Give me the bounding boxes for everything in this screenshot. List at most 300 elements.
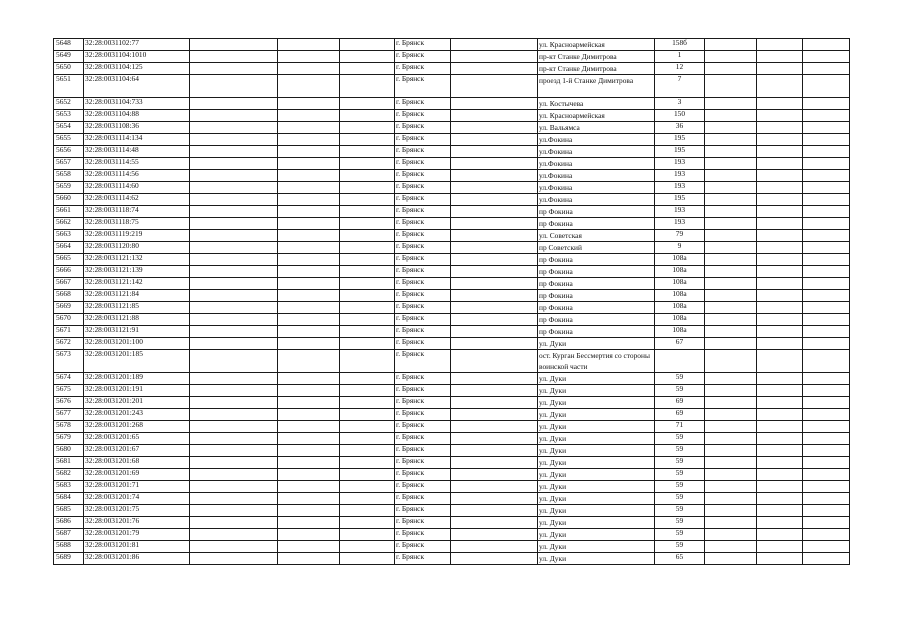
empty-cell-5 (705, 517, 757, 529)
street-cell: ул. Советская (538, 230, 655, 242)
empty-cell-3 (340, 254, 395, 266)
empty-cell-7 (803, 397, 850, 409)
cadastral-number-cell: 32:28:0031201:71 (84, 481, 190, 493)
empty-cell-1 (190, 469, 278, 481)
empty-cell-5 (705, 397, 757, 409)
house-number-cell: 59 (655, 541, 705, 553)
record-number-cell: 5661 (54, 206, 84, 218)
empty-cell-3 (340, 517, 395, 529)
table-row (54, 421, 850, 433)
empty-cell-5 (705, 146, 757, 158)
empty-cell-5 (705, 51, 757, 63)
empty-cell-6 (757, 433, 803, 445)
table-row (54, 146, 850, 158)
empty-cell-5 (705, 302, 757, 314)
record-number-cell: 5653 (54, 110, 84, 122)
empty-cell-3 (340, 170, 395, 182)
record-number-cell: 5685 (54, 505, 84, 517)
empty-cell-6 (757, 326, 803, 338)
empty-cell-7 (803, 469, 850, 481)
empty-cell-6 (757, 469, 803, 481)
record-number-cell: 5654 (54, 122, 84, 134)
empty-cell-3 (340, 218, 395, 230)
house-number-cell: 59 (655, 457, 705, 469)
table-row (54, 242, 850, 254)
record-number-cell: 5674 (54, 373, 84, 385)
empty-cell-7 (803, 553, 850, 565)
cadastral-number-cell: 32:28:0031201:268 (84, 421, 190, 433)
empty-cell-1 (190, 278, 278, 290)
empty-cell-3 (340, 302, 395, 314)
house-number-cell: 36 (655, 122, 705, 134)
record-number-cell: 5652 (54, 98, 84, 110)
house-number-cell: 108а (655, 326, 705, 338)
empty-cell-1 (190, 433, 278, 445)
empty-cell-6 (757, 254, 803, 266)
house-number-cell: 108а (655, 278, 705, 290)
record-number-cell: 5658 (54, 170, 84, 182)
record-number-cell: 5677 (54, 409, 84, 421)
street-cell: ул. Дуки (538, 385, 655, 397)
house-number-cell: 59 (655, 445, 705, 457)
empty-cell-1 (190, 529, 278, 541)
city-cell: г. Брянск (395, 517, 451, 529)
empty-cell-4 (451, 134, 538, 146)
empty-cell-5 (705, 182, 757, 194)
empty-cell-7 (803, 278, 850, 290)
empty-cell-7 (803, 373, 850, 385)
cadastral-number-cell: 32:28:0031201:185 (84, 350, 190, 373)
street-cell: ул. Дуки (538, 481, 655, 493)
city-cell: г. Брянск (395, 134, 451, 146)
empty-cell-3 (340, 445, 395, 457)
record-number-cell: 5672 (54, 338, 84, 350)
empty-cell-2 (278, 75, 340, 98)
empty-cell-2 (278, 290, 340, 302)
city-cell: г. Брянск (395, 541, 451, 553)
city-cell: г. Брянск (395, 158, 451, 170)
empty-cell-7 (803, 314, 850, 326)
empty-cell-7 (803, 254, 850, 266)
empty-cell-2 (278, 385, 340, 397)
city-cell: г. Брянск (395, 385, 451, 397)
street-cell: ул. Красноармейская (538, 110, 655, 122)
street-cell: ул. Дуки (538, 493, 655, 505)
city-cell: г. Брянск (395, 326, 451, 338)
city-cell: г. Брянск (395, 122, 451, 134)
empty-cell-5 (705, 39, 757, 51)
house-number-cell: 12 (655, 63, 705, 75)
house-number-cell: 69 (655, 397, 705, 409)
empty-cell-7 (803, 481, 850, 493)
table-row (54, 290, 850, 302)
empty-cell-1 (190, 122, 278, 134)
table-row (54, 110, 850, 122)
record-number-cell: 5683 (54, 481, 84, 493)
table-row (54, 134, 850, 146)
city-cell: г. Брянск (395, 397, 451, 409)
empty-cell-6 (757, 122, 803, 134)
city-cell: г. Брянск (395, 170, 451, 182)
empty-cell-6 (757, 421, 803, 433)
house-number-cell: 1 (655, 51, 705, 63)
empty-cell-2 (278, 170, 340, 182)
empty-cell-5 (705, 457, 757, 469)
table-row (54, 314, 850, 326)
empty-cell-7 (803, 110, 850, 122)
street-cell: проезд 1-й Станке Димитрова (538, 75, 655, 98)
street-cell: пр Фокина (538, 266, 655, 278)
registry-rows (54, 39, 850, 565)
cadastral-number-cell: 32:28:0031114:48 (84, 146, 190, 158)
empty-cell-4 (451, 373, 538, 385)
table-row (54, 493, 850, 505)
street-cell: ул. Дуки (538, 433, 655, 445)
cadastral-number-cell: 32:28:0031114:134 (84, 134, 190, 146)
street-cell: пр Фокина (538, 278, 655, 290)
cadastral-number-cell: 32:28:0031201:79 (84, 529, 190, 541)
street-cell: ул.Фокина (538, 194, 655, 206)
record-number-cell: 5660 (54, 194, 84, 206)
empty-cell-2 (278, 39, 340, 51)
cadastral-number-cell: 32:28:0031121:88 (84, 314, 190, 326)
empty-cell-3 (340, 194, 395, 206)
cadastral-number-cell: 32:28:0031201:100 (84, 338, 190, 350)
empty-cell-7 (803, 445, 850, 457)
empty-cell-6 (757, 146, 803, 158)
street-cell: ул.Фокина (538, 182, 655, 194)
empty-cell-5 (705, 98, 757, 110)
record-number-cell: 5678 (54, 421, 84, 433)
empty-cell-1 (190, 146, 278, 158)
empty-cell-2 (278, 350, 340, 373)
cadastral-number-cell: 32:28:0031201:74 (84, 493, 190, 505)
street-cell: ул. Дуки (538, 505, 655, 517)
house-number-cell: 193 (655, 182, 705, 194)
empty-cell-2 (278, 433, 340, 445)
empty-cell-2 (278, 63, 340, 75)
empty-cell-5 (705, 326, 757, 338)
empty-cell-6 (757, 541, 803, 553)
house-number-cell: 59 (655, 493, 705, 505)
empty-cell-5 (705, 493, 757, 505)
empty-cell-3 (340, 350, 395, 373)
city-cell: г. Брянск (395, 421, 451, 433)
table-row (54, 338, 850, 350)
table-row (54, 63, 850, 75)
empty-cell-4 (451, 553, 538, 565)
empty-cell-5 (705, 134, 757, 146)
empty-cell-5 (705, 206, 757, 218)
empty-cell-3 (340, 326, 395, 338)
empty-cell-7 (803, 433, 850, 445)
empty-cell-7 (803, 302, 850, 314)
empty-cell-5 (705, 278, 757, 290)
empty-cell-6 (757, 182, 803, 194)
empty-cell-2 (278, 505, 340, 517)
empty-cell-2 (278, 146, 340, 158)
record-number-cell: 5681 (54, 457, 84, 469)
empty-cell-6 (757, 290, 803, 302)
empty-cell-5 (705, 266, 757, 278)
empty-cell-1 (190, 158, 278, 170)
empty-cell-5 (705, 290, 757, 302)
city-cell: г. Брянск (395, 230, 451, 242)
empty-cell-4 (451, 326, 538, 338)
empty-cell-7 (803, 230, 850, 242)
empty-cell-4 (451, 194, 538, 206)
empty-cell-7 (803, 218, 850, 230)
record-number-cell: 5655 (54, 134, 84, 146)
empty-cell-3 (340, 409, 395, 421)
empty-cell-2 (278, 110, 340, 122)
city-cell: г. Брянск (395, 529, 451, 541)
empty-cell-2 (278, 481, 340, 493)
table-row (54, 409, 850, 421)
empty-cell-7 (803, 194, 850, 206)
city-cell: г. Брянск (395, 194, 451, 206)
empty-cell-1 (190, 170, 278, 182)
record-number-cell: 5659 (54, 182, 84, 194)
empty-cell-7 (803, 206, 850, 218)
empty-cell-1 (190, 409, 278, 421)
house-number-cell: 59 (655, 433, 705, 445)
table-row (54, 122, 850, 134)
record-number-cell: 5656 (54, 146, 84, 158)
empty-cell-6 (757, 529, 803, 541)
empty-cell-3 (340, 98, 395, 110)
house-number-cell: 59 (655, 373, 705, 385)
record-number-cell: 5676 (54, 397, 84, 409)
empty-cell-5 (705, 122, 757, 134)
empty-cell-3 (340, 469, 395, 481)
empty-cell-5 (705, 385, 757, 397)
house-number-cell: 108а (655, 302, 705, 314)
table-row (54, 517, 850, 529)
empty-cell-6 (757, 218, 803, 230)
empty-cell-4 (451, 338, 538, 350)
table-row (54, 158, 850, 170)
record-number-cell: 5657 (54, 158, 84, 170)
street-cell: пр Советский (538, 242, 655, 254)
empty-cell-4 (451, 457, 538, 469)
empty-cell-5 (705, 230, 757, 242)
empty-cell-4 (451, 314, 538, 326)
record-number-cell: 5649 (54, 51, 84, 63)
street-cell: пр Фокина (538, 290, 655, 302)
empty-cell-1 (190, 338, 278, 350)
record-number-cell: 5682 (54, 469, 84, 481)
empty-cell-1 (190, 110, 278, 122)
record-number-cell: 5666 (54, 266, 84, 278)
empty-cell-1 (190, 493, 278, 505)
empty-cell-7 (803, 385, 850, 397)
city-cell: г. Брянск (395, 493, 451, 505)
table-row (54, 385, 850, 397)
empty-cell-5 (705, 373, 757, 385)
empty-cell-3 (340, 373, 395, 385)
empty-cell-4 (451, 242, 538, 254)
house-number-cell: 108а (655, 290, 705, 302)
cadastral-number-cell: 32:28:0031114:62 (84, 194, 190, 206)
empty-cell-7 (803, 158, 850, 170)
empty-cell-5 (705, 541, 757, 553)
city-cell: г. Брянск (395, 314, 451, 326)
empty-cell-2 (278, 314, 340, 326)
empty-cell-1 (190, 350, 278, 373)
empty-cell-7 (803, 134, 850, 146)
house-number-cell: 3 (655, 98, 705, 110)
empty-cell-2 (278, 529, 340, 541)
table-row (54, 326, 850, 338)
empty-cell-6 (757, 230, 803, 242)
house-number-cell: 108а (655, 254, 705, 266)
empty-cell-7 (803, 290, 850, 302)
cadastral-number-cell: 32:28:0031119:219 (84, 230, 190, 242)
empty-cell-1 (190, 39, 278, 51)
empty-cell-5 (705, 218, 757, 230)
city-cell: г. Брянск (395, 338, 451, 350)
record-number-cell: 5673 (54, 350, 84, 373)
empty-cell-3 (340, 158, 395, 170)
table-row (54, 75, 850, 98)
empty-cell-6 (757, 517, 803, 529)
empty-cell-5 (705, 110, 757, 122)
empty-cell-6 (757, 338, 803, 350)
city-cell: г. Брянск (395, 110, 451, 122)
house-number-cell: 59 (655, 517, 705, 529)
empty-cell-2 (278, 445, 340, 457)
table-row (54, 373, 850, 385)
record-number-cell: 5669 (54, 302, 84, 314)
cadastral-number-cell: 32:28:0031201:68 (84, 457, 190, 469)
house-number-cell: 195 (655, 194, 705, 206)
table-row (54, 254, 850, 266)
street-cell: пр Фокина (538, 302, 655, 314)
table-row (54, 541, 850, 553)
empty-cell-7 (803, 63, 850, 75)
empty-cell-3 (340, 290, 395, 302)
street-cell: ул.Фокина (538, 170, 655, 182)
record-number-cell: 5650 (54, 63, 84, 75)
empty-cell-7 (803, 409, 850, 421)
street-cell: ул.Фокина (538, 134, 655, 146)
empty-cell-5 (705, 170, 757, 182)
empty-cell-4 (451, 98, 538, 110)
cadastral-number-cell: 32:28:0031108:36 (84, 122, 190, 134)
city-cell: г. Брянск (395, 445, 451, 457)
empty-cell-6 (757, 493, 803, 505)
street-cell: ул. Дуки (538, 338, 655, 350)
empty-cell-3 (340, 385, 395, 397)
house-number-cell: 59 (655, 385, 705, 397)
empty-cell-6 (757, 397, 803, 409)
empty-cell-1 (190, 182, 278, 194)
house-number-cell: 193 (655, 170, 705, 182)
house-number-cell: 65 (655, 553, 705, 565)
city-cell: г. Брянск (395, 218, 451, 230)
street-cell: ул. Дуки (538, 541, 655, 553)
empty-cell-4 (451, 433, 538, 445)
empty-cell-5 (705, 338, 757, 350)
empty-cell-5 (705, 481, 757, 493)
empty-cell-5 (705, 433, 757, 445)
empty-cell-7 (803, 122, 850, 134)
empty-cell-6 (757, 63, 803, 75)
empty-cell-3 (340, 481, 395, 493)
empty-cell-5 (705, 254, 757, 266)
empty-cell-1 (190, 314, 278, 326)
cadastral-number-cell: 32:28:0031104:125 (84, 63, 190, 75)
city-cell: г. Брянск (395, 409, 451, 421)
cadastral-number-cell: 32:28:0031201:67 (84, 445, 190, 457)
record-number-cell: 5684 (54, 493, 84, 505)
cadastral-number-cell: 32:28:0031104:1010 (84, 51, 190, 63)
record-number-cell: 5663 (54, 230, 84, 242)
empty-cell-7 (803, 338, 850, 350)
empty-cell-5 (705, 75, 757, 98)
empty-cell-4 (451, 39, 538, 51)
empty-cell-3 (340, 553, 395, 565)
empty-cell-2 (278, 98, 340, 110)
record-number-cell: 5651 (54, 75, 84, 98)
street-cell: ул. Дуки (538, 457, 655, 469)
empty-cell-3 (340, 505, 395, 517)
city-cell: г. Брянск (395, 553, 451, 565)
cadastral-number-cell: 32:28:0031201:189 (84, 373, 190, 385)
house-number-cell: 108а (655, 314, 705, 326)
table-row (54, 397, 850, 409)
house-number-cell: 67 (655, 338, 705, 350)
house-number-cell: 59 (655, 529, 705, 541)
city-cell: г. Брянск (395, 98, 451, 110)
empty-cell-3 (340, 397, 395, 409)
empty-cell-6 (757, 158, 803, 170)
empty-cell-1 (190, 385, 278, 397)
city-cell: г. Брянск (395, 302, 451, 314)
empty-cell-4 (451, 517, 538, 529)
house-number-cell: 7 (655, 75, 705, 98)
empty-cell-6 (757, 505, 803, 517)
street-cell: пр Фокина (538, 314, 655, 326)
record-number-cell: 5680 (54, 445, 84, 457)
record-number-cell: 5668 (54, 290, 84, 302)
empty-cell-2 (278, 541, 340, 553)
empty-cell-3 (340, 110, 395, 122)
registry-sheet (53, 38, 849, 565)
city-cell: г. Брянск (395, 51, 451, 63)
empty-cell-5 (705, 445, 757, 457)
empty-cell-2 (278, 134, 340, 146)
house-number-cell: 150 (655, 110, 705, 122)
empty-cell-6 (757, 75, 803, 98)
street-cell: ул. Дуки (538, 469, 655, 481)
cadastral-number-cell: 32:28:0031201:243 (84, 409, 190, 421)
empty-cell-5 (705, 421, 757, 433)
empty-cell-2 (278, 194, 340, 206)
empty-cell-7 (803, 421, 850, 433)
empty-cell-4 (451, 445, 538, 457)
cadastral-number-cell: 32:28:0031201:75 (84, 505, 190, 517)
empty-cell-2 (278, 122, 340, 134)
street-cell: ул. Дуки (538, 529, 655, 541)
empty-cell-3 (340, 266, 395, 278)
house-number-cell: 195 (655, 146, 705, 158)
table-row (54, 182, 850, 194)
empty-cell-6 (757, 242, 803, 254)
empty-cell-3 (340, 51, 395, 63)
table-row (54, 553, 850, 565)
